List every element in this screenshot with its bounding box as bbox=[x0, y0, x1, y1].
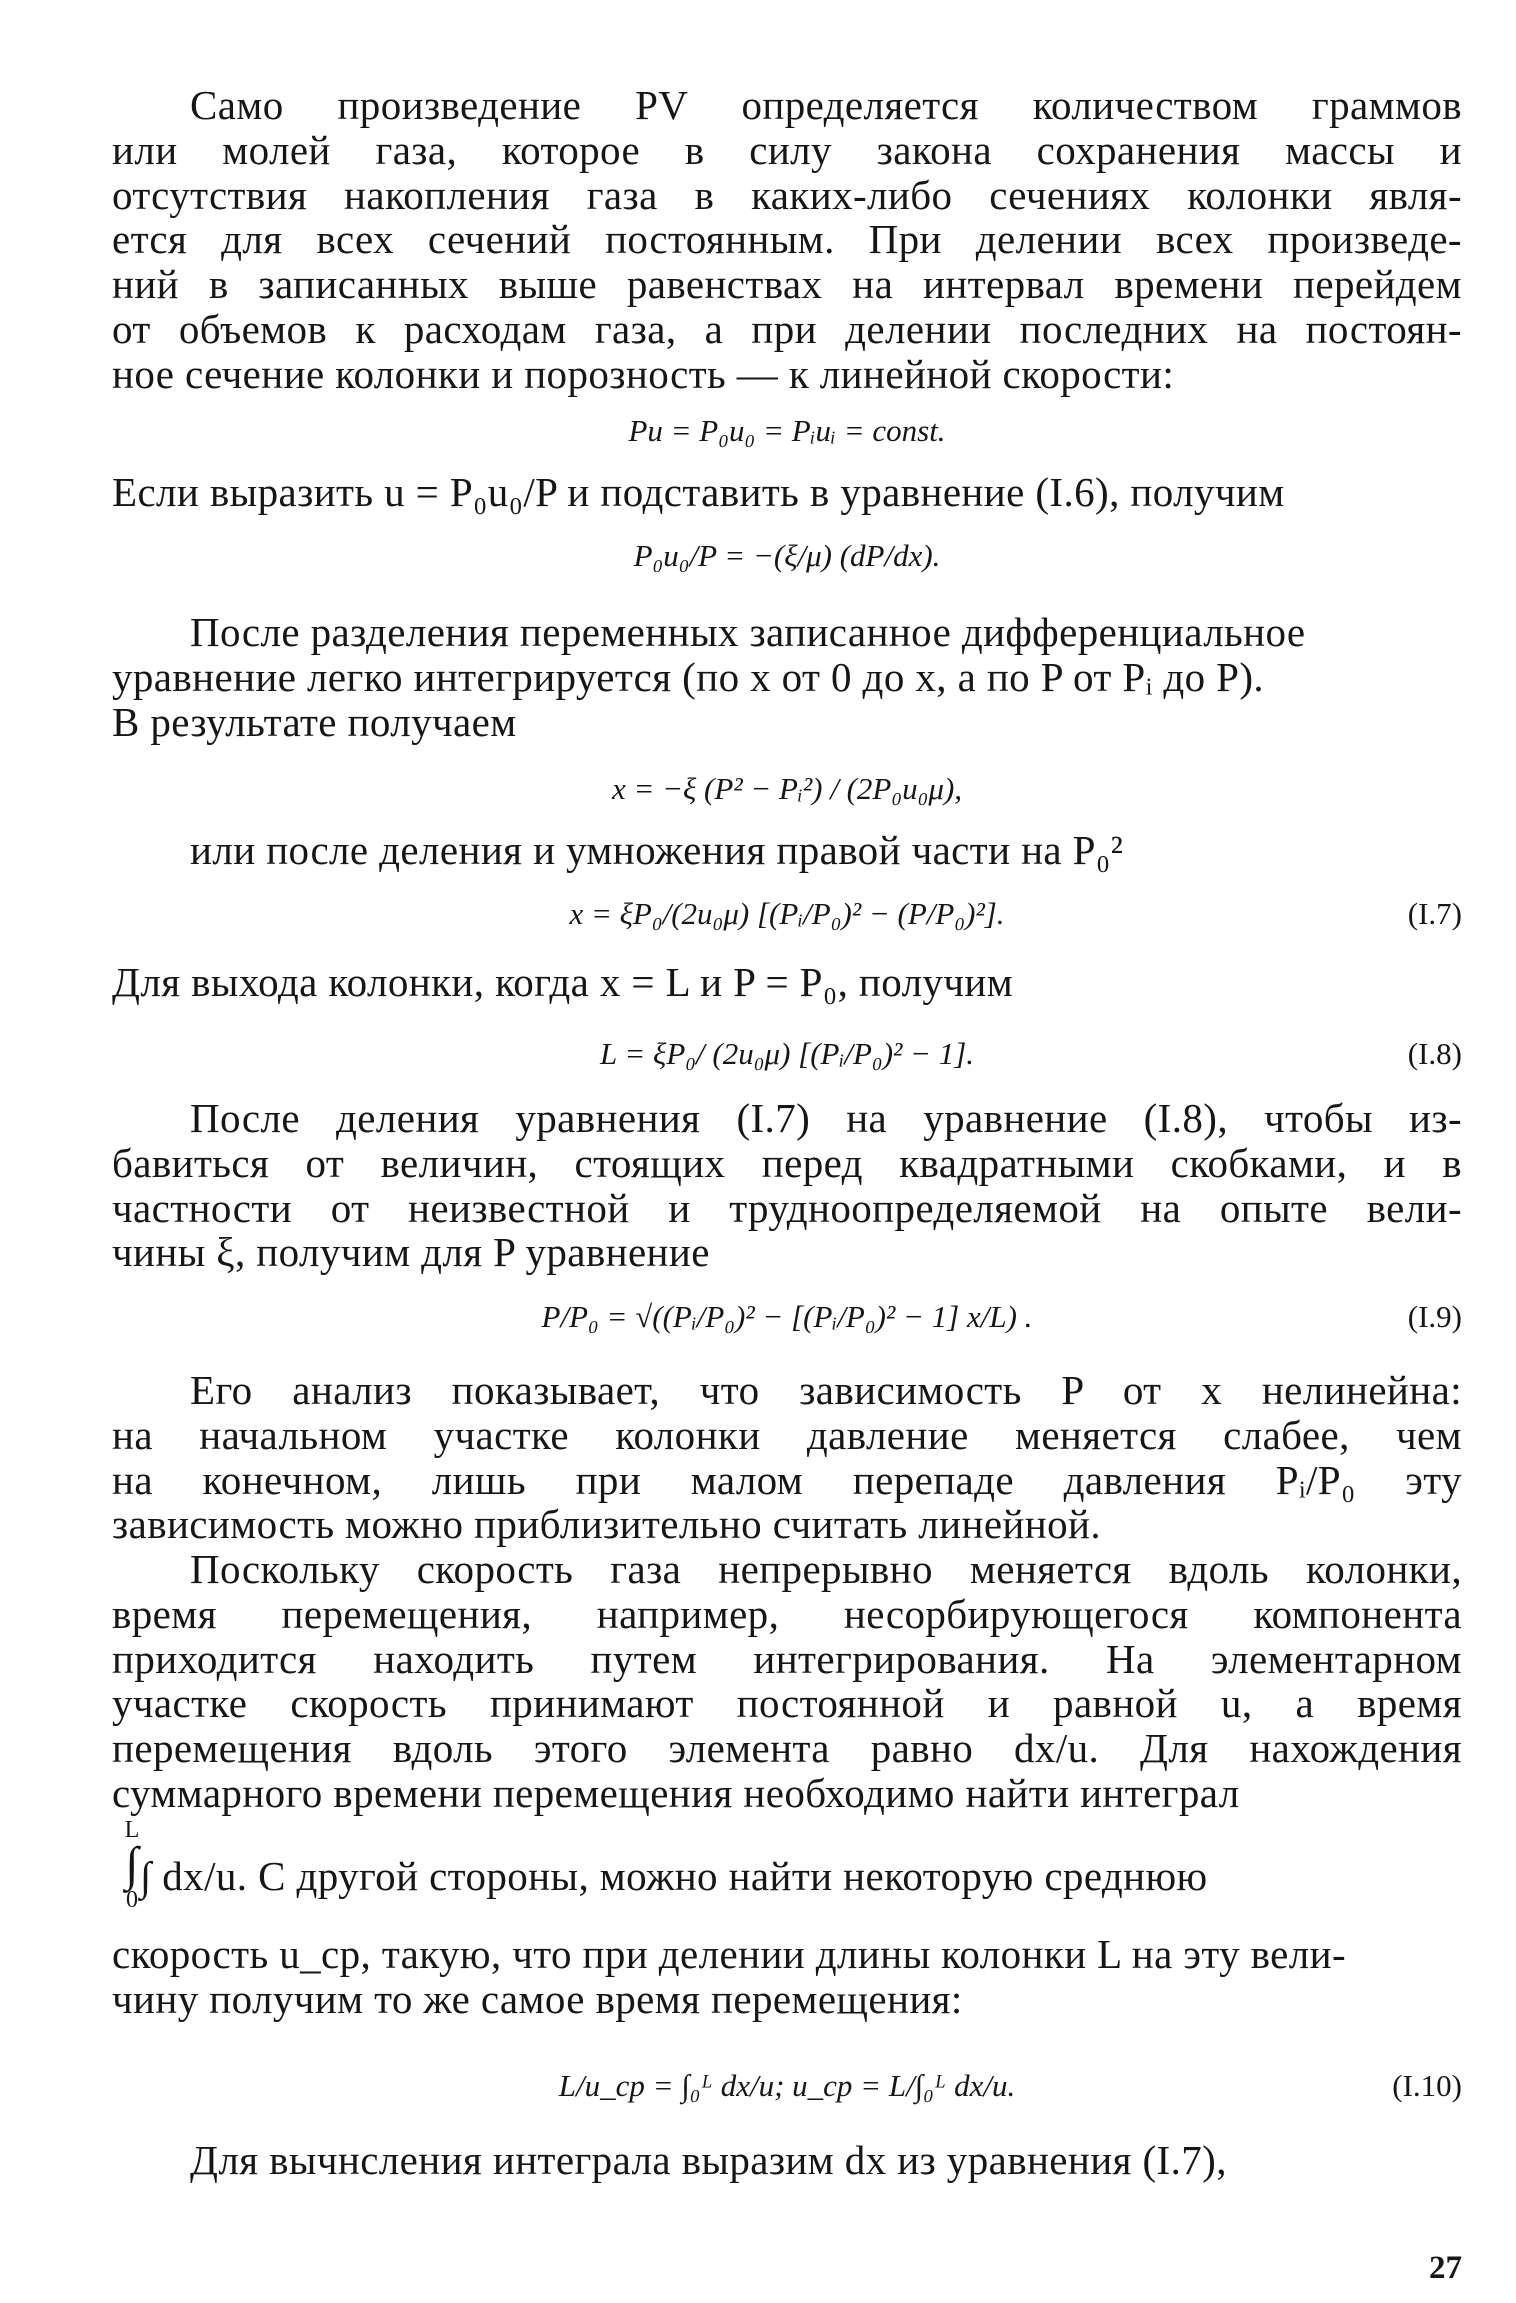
paragraph-1: Само произведение PV определяется количеством граммов или молей газа, которое в силу закона сохранения массы и отсутствия накопления газа в каких-либо сечениях колонки явля- ется для всех сечений постоянным. При делении всех произведе- ний в записанных выше равенствах на интервал времени перейдем от объемов к расходам газа, а при делении последних на постоян- ное сечение колонки и порозность — к линейной скорости: bbox=[112, 82, 1462, 397]
page-number: 27 bbox=[1429, 2250, 1462, 2286]
paragraph-6: После деления уравнения (I.7) на уравнение (I.8), чтобы из- бавиться от величин, стоящих перед квадратными скобками, и в частности от неизвестной и трудноопределяемой на опыте вели- чины ξ, получим для P уравнение bbox=[112, 1095, 1462, 1276]
paragraph-8: Поскольку скорость газа непрерывно меняется вдоль колонки, время перемещения, например, несорбирующегося компонента приходится находить путем интегрирования. На элементарном участке скорость принимают постоянной и равной u, а время перемещения вдоль этого элемента равно dx/u. Для нахождения суммарного времени перемещения необходимо найти интеграл bbox=[112, 1546, 1462, 1816]
integral-upper-limit: L bbox=[124, 1817, 140, 1843]
formula-continuity: Pu = P₀u₀ = Pᵢuᵢ = const. bbox=[628, 413, 946, 448]
equation-number-I10: (I.10) bbox=[1392, 2068, 1462, 2103]
paragraph-3: После разделения переменных записанное дифференциальное уравнение легко интегрируется (по x от 0 до x, а по P от Pᵢ до P). В результате получаем bbox=[112, 609, 1306, 745]
paragraph-9: Для вычнсления интеграла выразим dx из уравнения (I.7), bbox=[190, 2137, 1227, 2183]
paragraph-7: Его анализ показывает, что зависимость P от x нелинейна: на начальном участке колонки давление меняется слабее, чем на конечном, лишь при малом перепаде давления Pᵢ/P₀ эту зависимость можно приблизительно считать линейной. bbox=[112, 1367, 1462, 1548]
paragraph-5: Для выхода колонки, когда x = L и P = P₀, получим bbox=[112, 959, 1014, 1005]
formula-I9: P/P₀ = √((Pᵢ/P₀)² − [(Pᵢ/P₀)² − 1] x/L) . (I.9) bbox=[541, 1299, 1462, 1334]
paragraph-4: или после деления и умножения правой части на P₀² bbox=[190, 827, 1124, 873]
formula-I10: L/u_ср = ∫₀ᴸ dx/u; u_ср = L/∫₀ᴸ dx/u. (I.10) bbox=[558, 2068, 1462, 2103]
paragraph-2: Если выразить u = P₀u₀/P и подставить в уравнение (I.6), получим bbox=[112, 469, 1285, 515]
equation-number-I8: (I.8) bbox=[1407, 1036, 1462, 1071]
formula-I7: x = ξP₀/(2u₀μ) [(Pᵢ/P₀)² − (P/P₀)²]. (I.7) bbox=[569, 896, 1462, 931]
integral-sign-icon: ∫ bbox=[125, 1838, 139, 1891]
equation-number-I9: (I.9) bbox=[1407, 1299, 1462, 1334]
formula-integrated: x = −ξ (P² − Pᵢ²) / (2P₀u₀μ), bbox=[611, 771, 963, 806]
formula-I8: L = ξP₀/ (2u₀μ) [(Pᵢ/P₀)² − 1]. (I.8) bbox=[599, 1036, 1462, 1071]
paragraph-8-continued: ∫ dx/u. С другой стороны, можно найти некоторую среднюю bbox=[140, 1853, 1208, 1899]
formula-differential: P₀u₀/P = −(ξ/μ) (dP/dx). bbox=[633, 538, 941, 573]
equation-number-I7: (I.7) bbox=[1407, 896, 1462, 931]
paragraph-8-tail: скорость u_ср, такую, что при делении длины колонки L на эту вели- чину получим то же самое время перемещения: bbox=[112, 1931, 1347, 2022]
integral-lower-limit: 0 bbox=[126, 1887, 138, 1913]
